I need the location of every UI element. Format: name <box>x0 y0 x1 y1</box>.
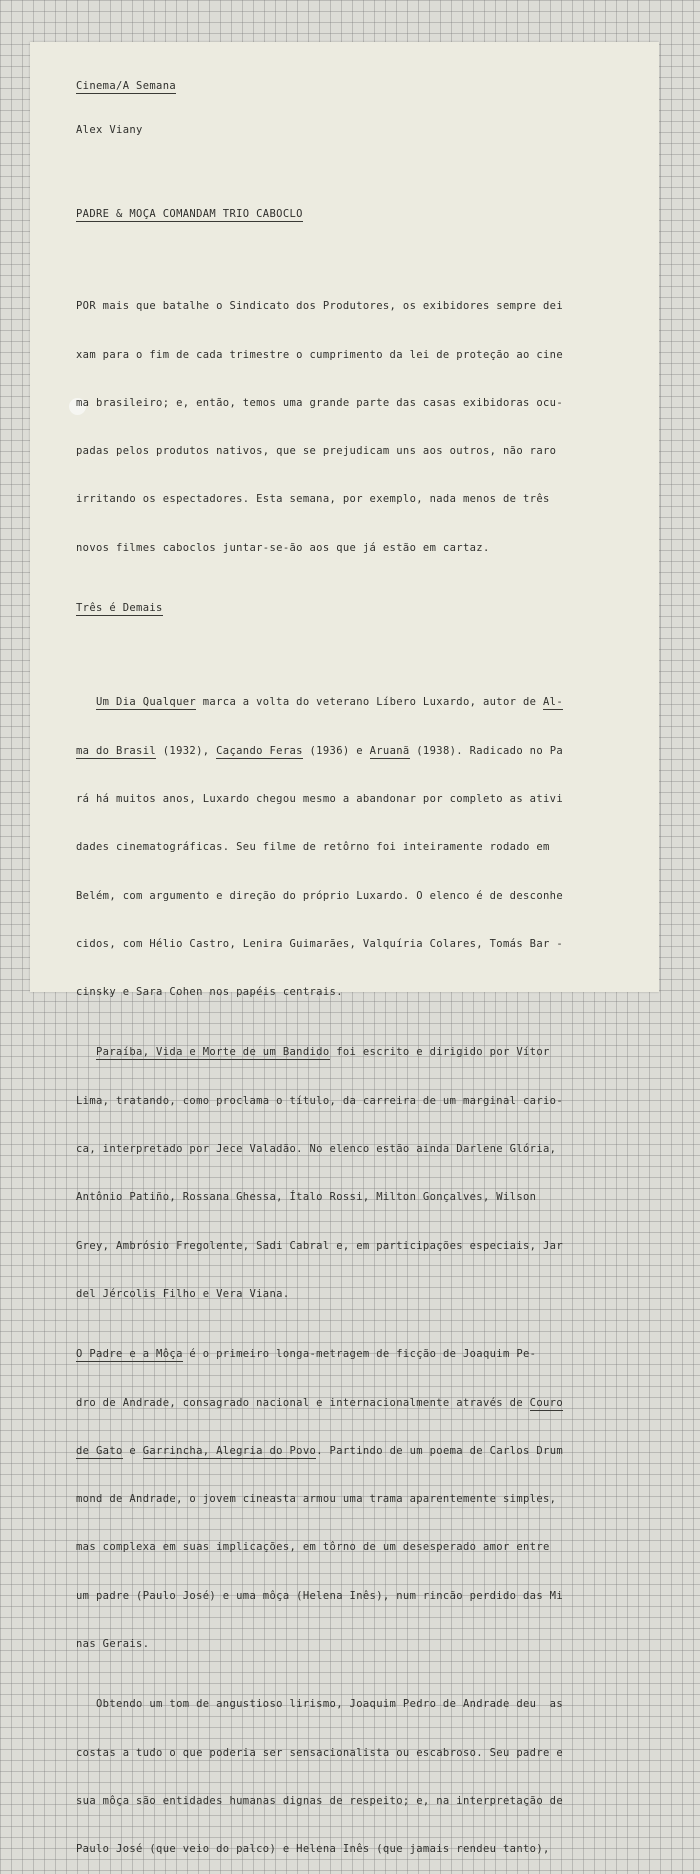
p4-line: sua môça são entidades humanas dignas de respeito; e, na interpretação de <box>76 1794 564 1807</box>
text-run: (1938). Radicado no Pa <box>409 744 564 757</box>
p1-line: cidos, com Hélio Castro, Lenira Guimarães, Valquíria Colares, Tomás Bar - <box>76 937 564 950</box>
film-title: ma do Brasil <box>76 744 157 757</box>
text-run: . Partindo de um poema de Carlos Drum <box>316 1444 564 1457</box>
section-label: Cinema/A Semana <box>76 80 177 92</box>
intro-line: xam para o fim de cada trimestre o cumprimento da lei de proteção ao cine <box>76 348 564 361</box>
p2-line: del Jércolis Filho e Vera Viana. <box>76 1287 290 1300</box>
film-title: Caçando Feras <box>216 744 303 757</box>
section-line <box>76 76 636 96</box>
p3-line <box>76 1342 636 1366</box>
text-run: (1936) e <box>302 744 370 757</box>
intro-line: novos filmes caboclos juntar-se-ão aos que já estão em cartaz. <box>76 541 490 554</box>
p3-line: um padre (Paulo José) e uma môça (Helena Inês), num rincão perdido das Mi <box>76 1589 564 1602</box>
text-run: (1932), <box>156 744 217 757</box>
p3-line: nas Gerais. <box>76 1638 150 1651</box>
film-title: O Padre e a Môça <box>76 1348 183 1361</box>
p3-line <box>76 1391 636 1415</box>
intro-line: POR mais que batalhe o Sindicato dos Produtores, os exibidores sempre dei <box>76 300 564 313</box>
article-body <box>76 52 636 1874</box>
article-title: PADRE & MOÇA COMANDAM TRIO CABOCLO <box>76 208 303 220</box>
film-title: Paraíba, Vida e Morte de um Bandido <box>96 1046 330 1059</box>
film-title: Garrincha, Alegria do Povo <box>142 1444 317 1457</box>
p1-line <box>76 739 636 763</box>
p1-line: dades cinematográficas. Seu filme de retôrno foi inteiramente rodado em <box>76 841 550 854</box>
p2-line: Grey, Ambrósio Fregolente, Sadi Cabral e, em participações especiais, Jar <box>76 1239 564 1252</box>
text-run: dro de Andrade, consagrado nacional e internacionalmente através de <box>76 1396 530 1409</box>
p2-line: ca, interpretado por Jece Valadão. No elenco estão ainda Darlene Glória, <box>76 1143 557 1156</box>
text-run: marca a volta do veterano Líbero Luxardo, autor de <box>196 696 544 709</box>
p1-line <box>76 690 636 714</box>
intro-line: ma brasileiro; e, então, temos uma grande parte das casas exibidoras ocu- <box>76 396 564 409</box>
p3-line <box>76 1439 636 1463</box>
p4-line: costas a tudo o que poderia ser sensacionalista ou escabroso. Seu padre e <box>76 1746 564 1759</box>
p4-line: Paulo José (que veio do palco) e Helena Inês (que jamais rendeu tanto), <box>76 1843 550 1856</box>
p3-line: mas complexa em suas implicações, em tôrno de um desesperado amor entre <box>76 1541 550 1554</box>
p1-line: Belém, com argumento e direção do próprio Luxardo. O elenco é de desconhe <box>76 889 564 902</box>
author-name: Alex Viany <box>76 124 143 136</box>
subheading-line <box>76 596 636 620</box>
title-line <box>76 202 636 226</box>
film-title: Um Dia Qualquer <box>96 696 197 709</box>
p2-line: Lima, tratando, como proclama o título, da carreira de um marginal cario- <box>76 1094 564 1107</box>
p1-line: rá há muitos anos, Luxardo chegou mesmo a abandonar por completo as ativi <box>76 792 564 805</box>
subheading: Três é Demais <box>76 602 163 615</box>
p2-line: Antônio Patiño, Rossana Ghessa, Ítalo Rossi, Milton Gonçalves, Wilson <box>76 1191 537 1204</box>
film-title: Couro <box>529 1396 564 1409</box>
p3-line: mond de Andrade, o jovem cineasta armou uma trama aparentemente simples, <box>76 1493 557 1506</box>
text-run: foi escrito e dirigido por Vítor <box>329 1046 550 1059</box>
film-title: Al- <box>543 696 564 709</box>
intro-line: irritando os espectadores. Esta semana, por exemplo, nada menos de três <box>76 493 550 506</box>
p4-line: Obtendo um tom de angustioso lirismo, Joaquim Pedro de Andrade deu as <box>76 1698 564 1711</box>
intro-line: padas pelos produtos nativos, que se prejudicam uns aos outros, não raro <box>76 445 557 458</box>
text-run: é o primeiro longa-metragem de ficção de Joaquim Pe- <box>182 1348 537 1361</box>
p1-line: cinsky e Sara Cohen nos papéis centrais. <box>76 986 343 999</box>
film-title: Aruanã <box>369 744 410 757</box>
film-title: de Gato <box>76 1444 123 1457</box>
text-run: e <box>122 1444 143 1457</box>
p2-line <box>76 1040 636 1064</box>
